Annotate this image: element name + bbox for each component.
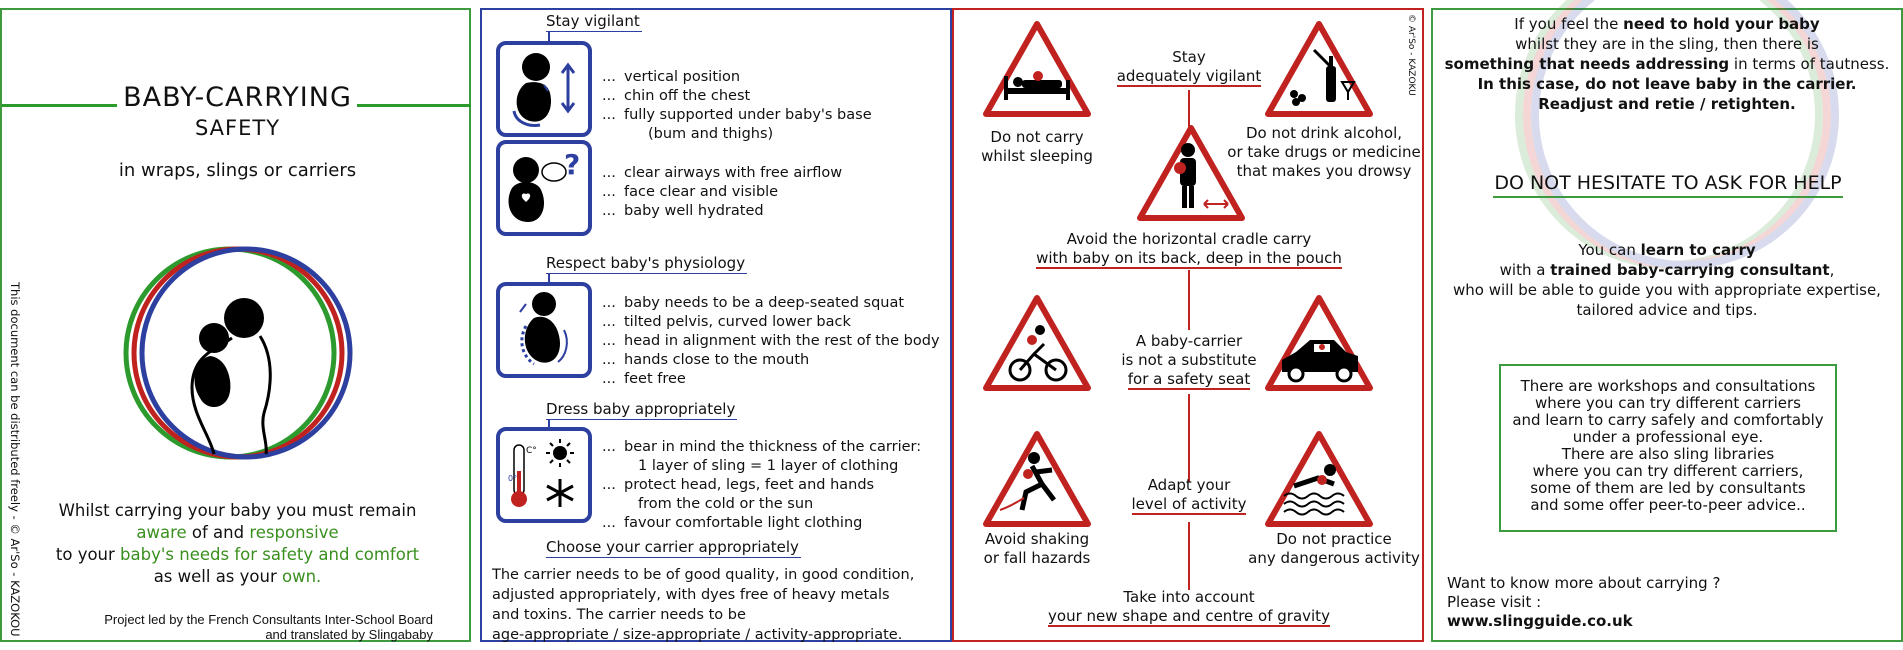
- adequately-vigilant: adequately vigilant: [1116, 67, 1262, 85]
- bullet: ...: [602, 184, 616, 200]
- tautness-text: in terms of tautness.: [1729, 55, 1890, 73]
- warning-line: for a safety seat: [1127, 370, 1251, 388]
- tautness-bold: something that needs addressing: [1444, 55, 1730, 73]
- alcohol-warning: [1224, 124, 1424, 181]
- learn-paragraph: [1433, 240, 1901, 320]
- dress-box: [496, 427, 592, 523]
- section-dress: Dress baby appropriately: [546, 400, 736, 418]
- stay-word: Stay: [1172, 48, 1206, 66]
- list-item: from the cold or the sun: [638, 496, 814, 512]
- website-link[interactable]: www.slingguide.co.uk: [1447, 612, 1633, 630]
- more-info: [1447, 574, 1720, 631]
- workshop-line: There are also sling libraries: [1561, 445, 1775, 463]
- learn-text: who will be able to guide you with appropriate expertise,: [1453, 281, 1881, 299]
- list-item: feet free: [624, 371, 686, 387]
- breathing-baby-icon: [500, 144, 588, 232]
- warning-line: that makes you drowsy: [1236, 162, 1412, 180]
- section-stay-vigilant: Stay vigilant: [546, 12, 640, 30]
- learn-text: You can: [1578, 241, 1641, 259]
- tautness-bold: need to hold your baby: [1623, 15, 1820, 33]
- warnings-panel: [952, 8, 1424, 642]
- tagline: in wraps, slings or carriers: [118, 160, 357, 181]
- tautness-paragraph: [1433, 14, 1901, 114]
- physiology-box: [496, 282, 592, 378]
- curled-baby-icon: [500, 286, 588, 374]
- no-sleeping-sign-icon: [986, 24, 1088, 114]
- workshop-line: some of them are led by consultants: [1530, 479, 1806, 497]
- bullet: ...: [602, 439, 616, 455]
- warning-line: Avoid shaking: [984, 530, 1090, 548]
- airway-list: [602, 164, 842, 221]
- bullet: ...: [602, 107, 616, 123]
- section-physiology: Respect baby's physiology: [546, 254, 746, 272]
- warning-line: level of activity: [1131, 495, 1247, 513]
- bullet: ...: [602, 69, 616, 85]
- no-alcohol-sign-icon: [1268, 24, 1370, 114]
- no-cycling-sign-icon: [986, 298, 1088, 388]
- carrier-line: The carrier needs to be of good quality, in good condition,: [492, 567, 915, 583]
- safety-seat-warning: [1114, 332, 1264, 389]
- workshop-line: and some offer peer-to-peer advice..: [1530, 496, 1806, 514]
- warning-line: or fall hazards: [983, 549, 1091, 567]
- own-word: own.: [282, 567, 322, 586]
- needs-phrase: baby's needs for safety and comfort: [120, 545, 420, 564]
- learn-text: with a: [1499, 261, 1551, 279]
- document-subtitle: SAFETY: [194, 116, 281, 140]
- learn-bold: learn to carry: [1640, 241, 1756, 259]
- warning-line: whilst sleeping: [981, 147, 1093, 165]
- connector: [1188, 270, 1190, 330]
- horizontal-cradle-text: horizontal cradle carry: [1142, 230, 1312, 248]
- airway-box: [496, 140, 592, 236]
- gravity-warning: [1014, 588, 1364, 626]
- physiology-list: [602, 294, 940, 389]
- responsive-word: responsive: [249, 523, 339, 542]
- learn-text: ,: [1829, 261, 1835, 279]
- list-item: (bum and thighs): [648, 126, 774, 142]
- help-panel: [1431, 8, 1903, 642]
- carrier-line: adjusted appropriately, with dyes free of heavy metals: [492, 587, 890, 603]
- connector: [1188, 90, 1190, 134]
- degree-zero-label: 0°: [508, 474, 518, 483]
- workshop-line: and learn to carry safely and comfortably: [1512, 411, 1824, 429]
- carrier-paragraph: [492, 565, 914, 645]
- fall-hazard-sign-icon: [986, 434, 1088, 524]
- carrier-line: and toxins. The carrier needs to be: [492, 607, 746, 623]
- list-item: vertical position: [624, 69, 741, 85]
- to-your-word: to your: [55, 545, 121, 564]
- carrier-line: age-appropriate / size-appropriate / activity-appropriate.: [492, 627, 903, 643]
- svg-text:?: ?: [564, 148, 581, 181]
- list-item: baby well hydrated: [624, 203, 764, 219]
- workshop-line: where you can try different carriers,: [1532, 462, 1804, 480]
- list-item: 1 layer of sling = 1 layer of clothing: [638, 458, 899, 474]
- learn-text: tailored advice and tips.: [1576, 301, 1758, 319]
- bullet: ...: [602, 515, 616, 531]
- list-item: baby needs to be a deep-seated squat: [624, 295, 905, 311]
- car-seat-sign-icon: [1268, 298, 1370, 388]
- activity-warning: [1114, 476, 1264, 514]
- danger-warning: [1244, 530, 1424, 568]
- credits-line-1: Project led by the French Consultants Inter-School Board: [104, 612, 433, 627]
- list-item: head in alignment with the rest of the body: [624, 333, 940, 349]
- workshop-line: where you can try different carriers: [1535, 394, 1801, 412]
- credits-line-2: and translated by Slingababy: [265, 627, 433, 642]
- as-well-word: as well as your: [153, 567, 282, 586]
- intro-line-3: [2, 544, 473, 566]
- list-item: fully supported under baby's base: [624, 107, 872, 123]
- warning-line: Take into account: [1123, 588, 1255, 606]
- bullet: ...: [602, 88, 616, 104]
- document-title: BABY-CARRYING: [123, 82, 352, 113]
- distribution-note: This document can be distributed freely - © Ar'So - KAZOKOU: [8, 282, 22, 637]
- bullet: ...: [602, 165, 616, 181]
- connector: [1188, 394, 1190, 482]
- degree-c-label: C°: [526, 446, 537, 456]
- list-item: face clear and visible: [624, 184, 779, 200]
- intro-line-1: Whilst carrying your baby you must remain: [58, 501, 417, 520]
- connector: [1188, 522, 1190, 590]
- avoid-the-text: Avoid the: [1066, 230, 1142, 248]
- safety-checks-panel: [480, 8, 952, 642]
- copyright-note: © Ar'So - KAZOKU: [1406, 14, 1416, 96]
- bullet: ...: [602, 352, 616, 368]
- parent-baby-logo-icon: [114, 238, 362, 468]
- dress-list: [602, 438, 921, 533]
- intro-paragraph: [2, 500, 473, 588]
- ask-for-help-heading: DO NOT HESITATE TO ASK FOR HELP: [1493, 172, 1843, 198]
- warning-line: or take drugs or medicine: [1227, 143, 1421, 161]
- intro-line-2: [2, 522, 473, 544]
- sleep-warning: [962, 128, 1112, 166]
- workshop-line: There are workshops and consultations: [1520, 377, 1816, 395]
- warning-line: Do not drink alcohol,: [1245, 124, 1403, 142]
- list-item: hands close to the mouth: [624, 352, 810, 368]
- intro-line-4: [2, 566, 473, 588]
- more-info-question: Want to know more about carrying ?: [1447, 574, 1721, 592]
- warning-line: A baby-carrier: [1135, 332, 1243, 350]
- shaking-warning: [962, 530, 1112, 568]
- upright-baby-icon: [500, 45, 588, 133]
- bullet: ...: [602, 203, 616, 219]
- stay-vigilant-label: [1114, 48, 1264, 86]
- dangerous-activity-sign-icon: [1268, 434, 1370, 524]
- visit-label: Please visit :: [1447, 593, 1542, 611]
- list-item: tilted pelvis, curved lower back: [624, 314, 851, 330]
- list-item: chin off the chest: [624, 88, 751, 104]
- workshop-line: under a professional eye.: [1572, 428, 1764, 446]
- tautness-bold: In this case, do not leave baby in the carrier.: [1477, 75, 1857, 93]
- cover-panel: [0, 8, 471, 642]
- warning-line: Do not practice: [1276, 530, 1392, 548]
- learn-bold: trained baby-carrying consultant: [1550, 261, 1830, 279]
- tautness-text: whilst they are in the sling, then there is: [1515, 35, 1819, 53]
- cradle-detail: with baby on its back, deep in the pouch: [1036, 249, 1342, 267]
- warning-line: your new shape and centre of gravity: [1048, 607, 1330, 625]
- list-item: bear in mind the thickness of the carrier:: [624, 439, 922, 455]
- bullet: ...: [602, 371, 616, 387]
- bullet: ...: [602, 477, 616, 493]
- vertical-position-box: [496, 41, 592, 137]
- of-and-word: of and: [186, 523, 250, 542]
- bullet: ...: [602, 314, 616, 330]
- bullet: ...: [602, 333, 616, 349]
- cradle-warning: [1014, 230, 1364, 268]
- vigilant-list: [602, 68, 872, 144]
- warning-line: Do not carry: [990, 128, 1084, 146]
- credits: [104, 612, 433, 642]
- list-item: favour comfortable light clothing: [624, 515, 863, 531]
- workshops-box: [1499, 364, 1837, 532]
- tautness-bold: Readjust and retie / retighten.: [1538, 95, 1796, 113]
- warning-line: Adapt your: [1147, 476, 1231, 494]
- tautness-text: If you feel the: [1514, 15, 1624, 33]
- weather-icon: [500, 431, 588, 519]
- warning-line: any dangerous activity: [1248, 549, 1420, 567]
- aware-word: aware: [136, 523, 187, 542]
- warning-line: is not a substitute: [1121, 351, 1257, 369]
- section-carrier: Choose your carrier appropriately: [546, 538, 799, 556]
- list-item: protect head, legs, feet and hands: [624, 477, 875, 493]
- bullet: ...: [602, 295, 616, 311]
- list-item: clear airways with free airflow: [624, 165, 843, 181]
